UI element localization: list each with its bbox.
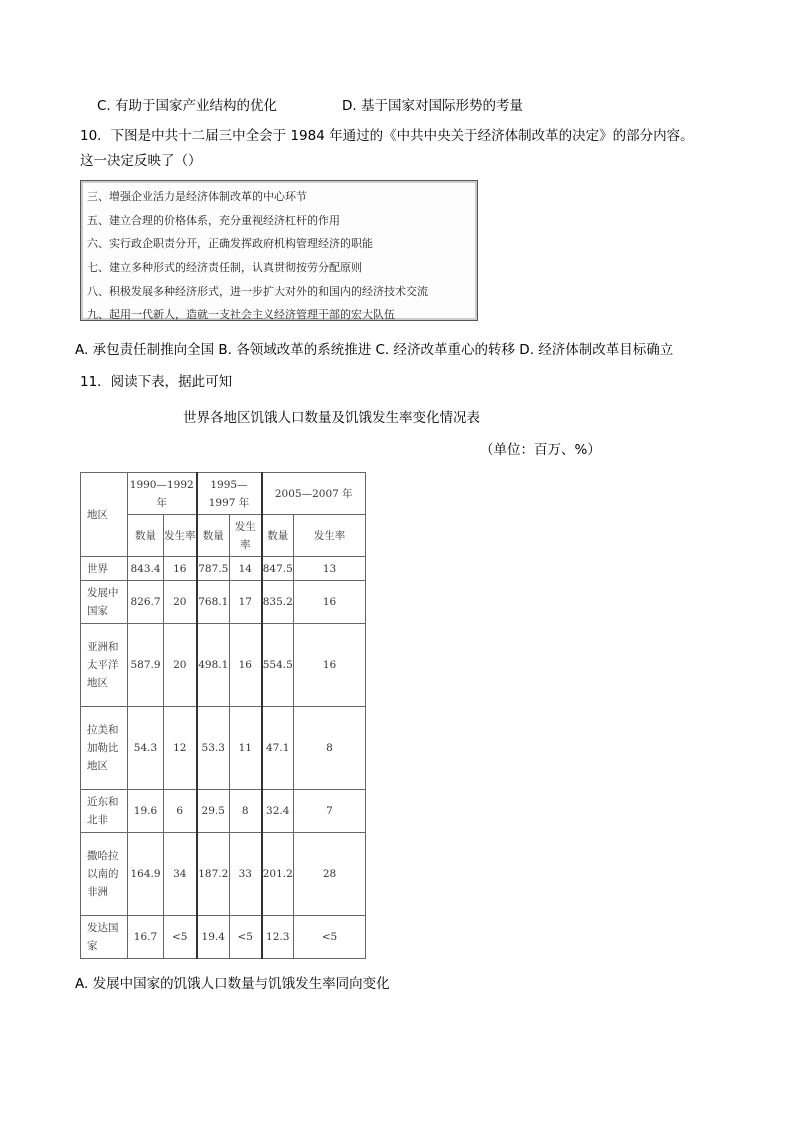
option-d-prev: D. 基于国家对国际形势的考量 — [342, 98, 523, 114]
header-count: 数量 — [262, 515, 294, 557]
region-cell: 拉美和加勒比地区 — [81, 707, 128, 790]
value-cell: 843.4 — [128, 557, 164, 581]
value-cell: 8 — [294, 707, 366, 790]
table-row — [81, 557, 366, 581]
table-row — [81, 790, 366, 833]
excerpt-line: 五、建立合理的价格体系，充分重视经济杠杆的作用 — [87, 213, 340, 227]
value-cell: 32.4 — [262, 790, 294, 833]
value-cell: 498.1 — [197, 624, 230, 707]
region-cell: 世界 — [81, 557, 128, 581]
value-cell: 16 — [164, 557, 197, 581]
region-cell: 发展中国家 — [81, 581, 128, 624]
option-c-prev: C. 有助于国家产业结构的优化 — [97, 98, 278, 114]
region-cell: 发达国家 — [81, 916, 128, 959]
table-row — [81, 916, 366, 959]
q11-stem: 11．阅读下表，据此可知 — [80, 374, 233, 390]
hunger-table — [80, 472, 366, 959]
q11-option-a: A. 发展中国家的饥饿人口数量与饥饿发生率同向变化 — [75, 976, 390, 992]
value-cell: 47.1 — [262, 707, 294, 790]
table-row — [81, 833, 366, 916]
value-cell: 6 — [164, 790, 197, 833]
header-period-3: 2005—2007 年 — [262, 473, 366, 515]
table-row — [81, 707, 366, 790]
value-cell: 11 — [230, 707, 262, 790]
header-rate: 发生率 — [164, 515, 197, 557]
value-cell: 847.5 — [262, 557, 294, 581]
value-cell: 16 — [230, 624, 262, 707]
value-cell: <5 — [230, 916, 262, 959]
value-cell: 17 — [230, 581, 262, 624]
excerpt-line: 七、建立多种形式的经济责任制，认真贯彻按劳分配原则 — [87, 261, 362, 275]
value-cell: 13 — [294, 557, 366, 581]
value-cell: 787.5 — [197, 557, 230, 581]
header-region: 地区 — [81, 473, 128, 557]
value-cell: 587.9 — [128, 624, 164, 707]
value-cell: 54.3 — [128, 707, 164, 790]
header-count: 数量 — [128, 515, 164, 557]
q10-stem-line1: 10．下图是中共十二届三中全会于 1984 年通过的《中共中央关于经济体制改革的决定》的部分内容。 — [80, 128, 694, 144]
value-cell: 16.7 — [128, 916, 164, 959]
table-unit: （单位：百万、%） — [480, 442, 601, 458]
region-cell: 亚洲和太平洋地区 — [81, 624, 128, 707]
header-period-1: 1990—1992 年 — [128, 473, 197, 515]
q10-options: A. 承包责任制推向全国 B. 各领域改革的系统推进 C. 经济改革重心的转移 D. 经济体制改革目标确立 — [75, 342, 674, 358]
value-cell: 826.7 — [128, 581, 164, 624]
value-cell: <5 — [164, 916, 197, 959]
q10-excerpt-box — [80, 180, 478, 321]
value-cell: 19.4 — [197, 916, 230, 959]
region-cell: 撒哈拉以南的非洲 — [81, 833, 128, 916]
value-cell: 554.5 — [262, 624, 294, 707]
header-count: 数量 — [197, 515, 230, 557]
header-rate: 发生率 — [230, 515, 262, 557]
value-cell: <5 — [294, 916, 366, 959]
header-rate: 发生率 — [294, 515, 366, 557]
region-cell: 近东和北非 — [81, 790, 128, 833]
value-cell: 14 — [230, 557, 262, 581]
value-cell: 28 — [294, 833, 366, 916]
value-cell: 201.2 — [262, 833, 294, 916]
value-cell: 33 — [230, 833, 262, 916]
value-cell: 20 — [164, 624, 197, 707]
excerpt-line: 九、起用一代新人，造就一支社会主义经济管理干部的宏大队伍 — [87, 308, 395, 322]
header-period-2: 1995—1997 年 — [197, 473, 262, 515]
value-cell: 12.3 — [262, 916, 294, 959]
value-cell: 34 — [164, 833, 197, 916]
value-cell: 187.2 — [197, 833, 230, 916]
value-cell: 20 — [164, 581, 197, 624]
excerpt-line: 六、实行政企职责分开，正确发挥政府机构管理经济的职能 — [87, 237, 373, 251]
excerpt-line: 三、增强企业活力是经济体制改革的中心环节 — [87, 190, 307, 203]
value-cell: 768.1 — [197, 581, 230, 624]
table-row — [81, 581, 366, 624]
value-cell: 8 — [230, 790, 262, 833]
value-cell: 19.6 — [128, 790, 164, 833]
excerpt-line: 八、积极发展多种经济形式，进一步扩大对外的和国内的经济技术交流 — [87, 284, 428, 298]
value-cell: 12 — [164, 707, 197, 790]
value-cell: 53.3 — [197, 707, 230, 790]
value-cell: 835.2 — [262, 581, 294, 624]
value-cell: 16 — [294, 624, 366, 707]
value-cell: 7 — [294, 790, 366, 833]
value-cell: 29.5 — [197, 790, 230, 833]
value-cell: 16 — [294, 581, 366, 624]
value-cell: 164.9 — [128, 833, 164, 916]
table-row — [81, 624, 366, 707]
table-title: 世界各地区饥饿人口数量及饥饿发生率变化情况表 — [183, 410, 480, 426]
q10-stem-line2: 这一决定反映了（） — [80, 153, 202, 169]
